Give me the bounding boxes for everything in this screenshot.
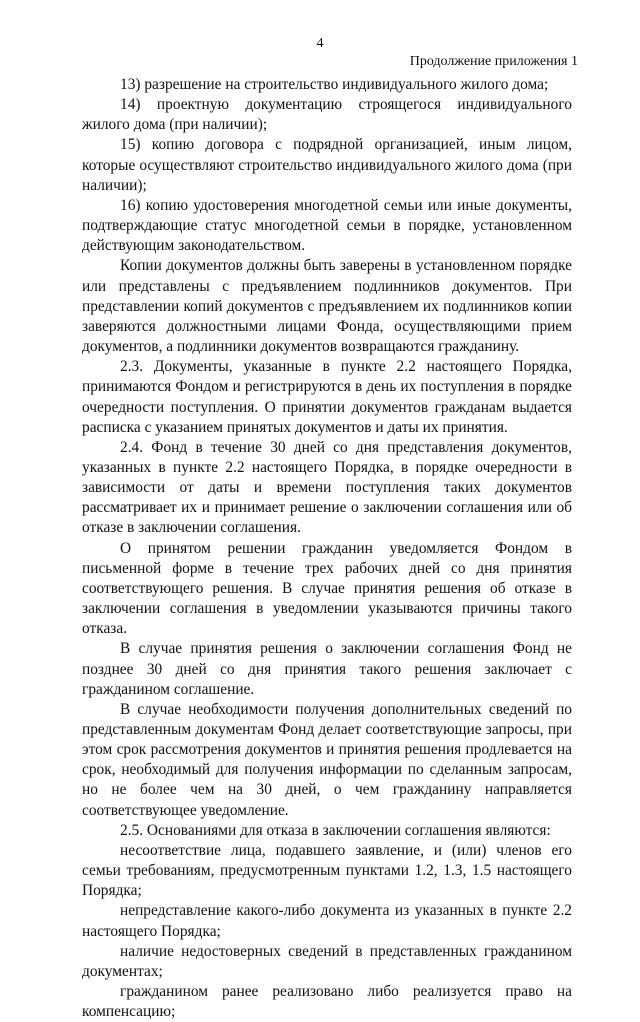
refusal-reason-4: гражданином ранее реализовано либо реализуется право на компенсацию; [82, 983, 572, 1021]
list-item-15: 15) копию договора с подрядной организацией, иным лицом, которые осуществляют строительство индивидуального жилого дома (при наличии); [82, 136, 572, 194]
section-2-5-paragraph: 2.5. Основаниями для отказа в заключении соглашения являются: [120, 821, 551, 839]
list-item-14: 14) проектную документацию строящегося индивидуального жилого дома (при наличии); [82, 96, 572, 134]
decision-notice-paragraph: О принятом решении гражданин уведомляется Фондом в письменной форме в течение трех рабочих дней со дня принятия соответствующего решения. В случае принятия решения об отказе в заключении соглашения в уведомлении указываются причины такого отказа. [82, 539, 572, 638]
refusal-reason-1: несоответствие лица, подавшего заявление, и (или) членов его семьи требованиям, предусмотренным пунктами 1.2, 1.3, 1.5 настоящего Порядка; [82, 841, 572, 900]
document-copies-paragraph: Копии документов должны быть заверены в установленном порядке или представлены с предъявлением подлинников документов. При представлении копий документов с предъявлением их подлинников копии заверяются должностными лицами Фонда, осуществляющими прием документов, а подлинники документов возвращаются гражданину. [82, 257, 572, 356]
section-2-3-paragraph: 2.3. Документы, указанные в пункте 2.2 настоящего Порядка, принимаются Фондом и регистрируются в день их поступления в порядке очередности поступления. О принятии документов гражданам выдается расписка с указанием принятых документов и даты их принятия. [82, 358, 572, 436]
appendix-continuation-label: Продолжение приложения 1 [409, 54, 578, 69]
additional-info-paragraph: В случае необходимости получения дополнительных сведений по представленным документам Фонд делает соответствующие запросы, при этом срок рассмотрения документов и принятия решения продлевается на срок, необходимый для получения информации по сделанным запросам, но не более чем на 30 дней, о чем гражданину направляется соответствующее уведомление. [82, 700, 572, 819]
refusal-reason-2: непредставление какого-либо документа из указанных в пункте 2.2 настоящего Порядка; [82, 902, 572, 940]
agreement-conclusion-paragraph: В случае принятия решения о заключении соглашения Фонд не позднее 30 дней со дня принятия такого решения заключает с гражданином соглашение. [82, 640, 572, 698]
list-item-16: 16) копию удостоверения многодетной семьи или иные документы, подтверждающие статус многодетной семьи в порядке, установленном действующим законодательством. [82, 196, 572, 255]
list-item-13: 13) разрешение на строительство индивидуального жилого дома; [120, 76, 549, 93]
section-2-4-paragraph: 2.4. Фонд в течение 30 дней со дня представления документов, указанных в пункте 2.2 настоящего Порядка, в порядке очередности в зависимости от даты и времени поступления таких документов рассматривает их и принимает решение о заключении соглашения или об отказе в заключении соглашения. [82, 438, 572, 537]
document-body [82, 75, 572, 1022]
page-number: 4 [316, 36, 324, 51]
refusal-reason-3: наличие недостоверных сведений в представленных гражданином документах; [82, 942, 572, 980]
